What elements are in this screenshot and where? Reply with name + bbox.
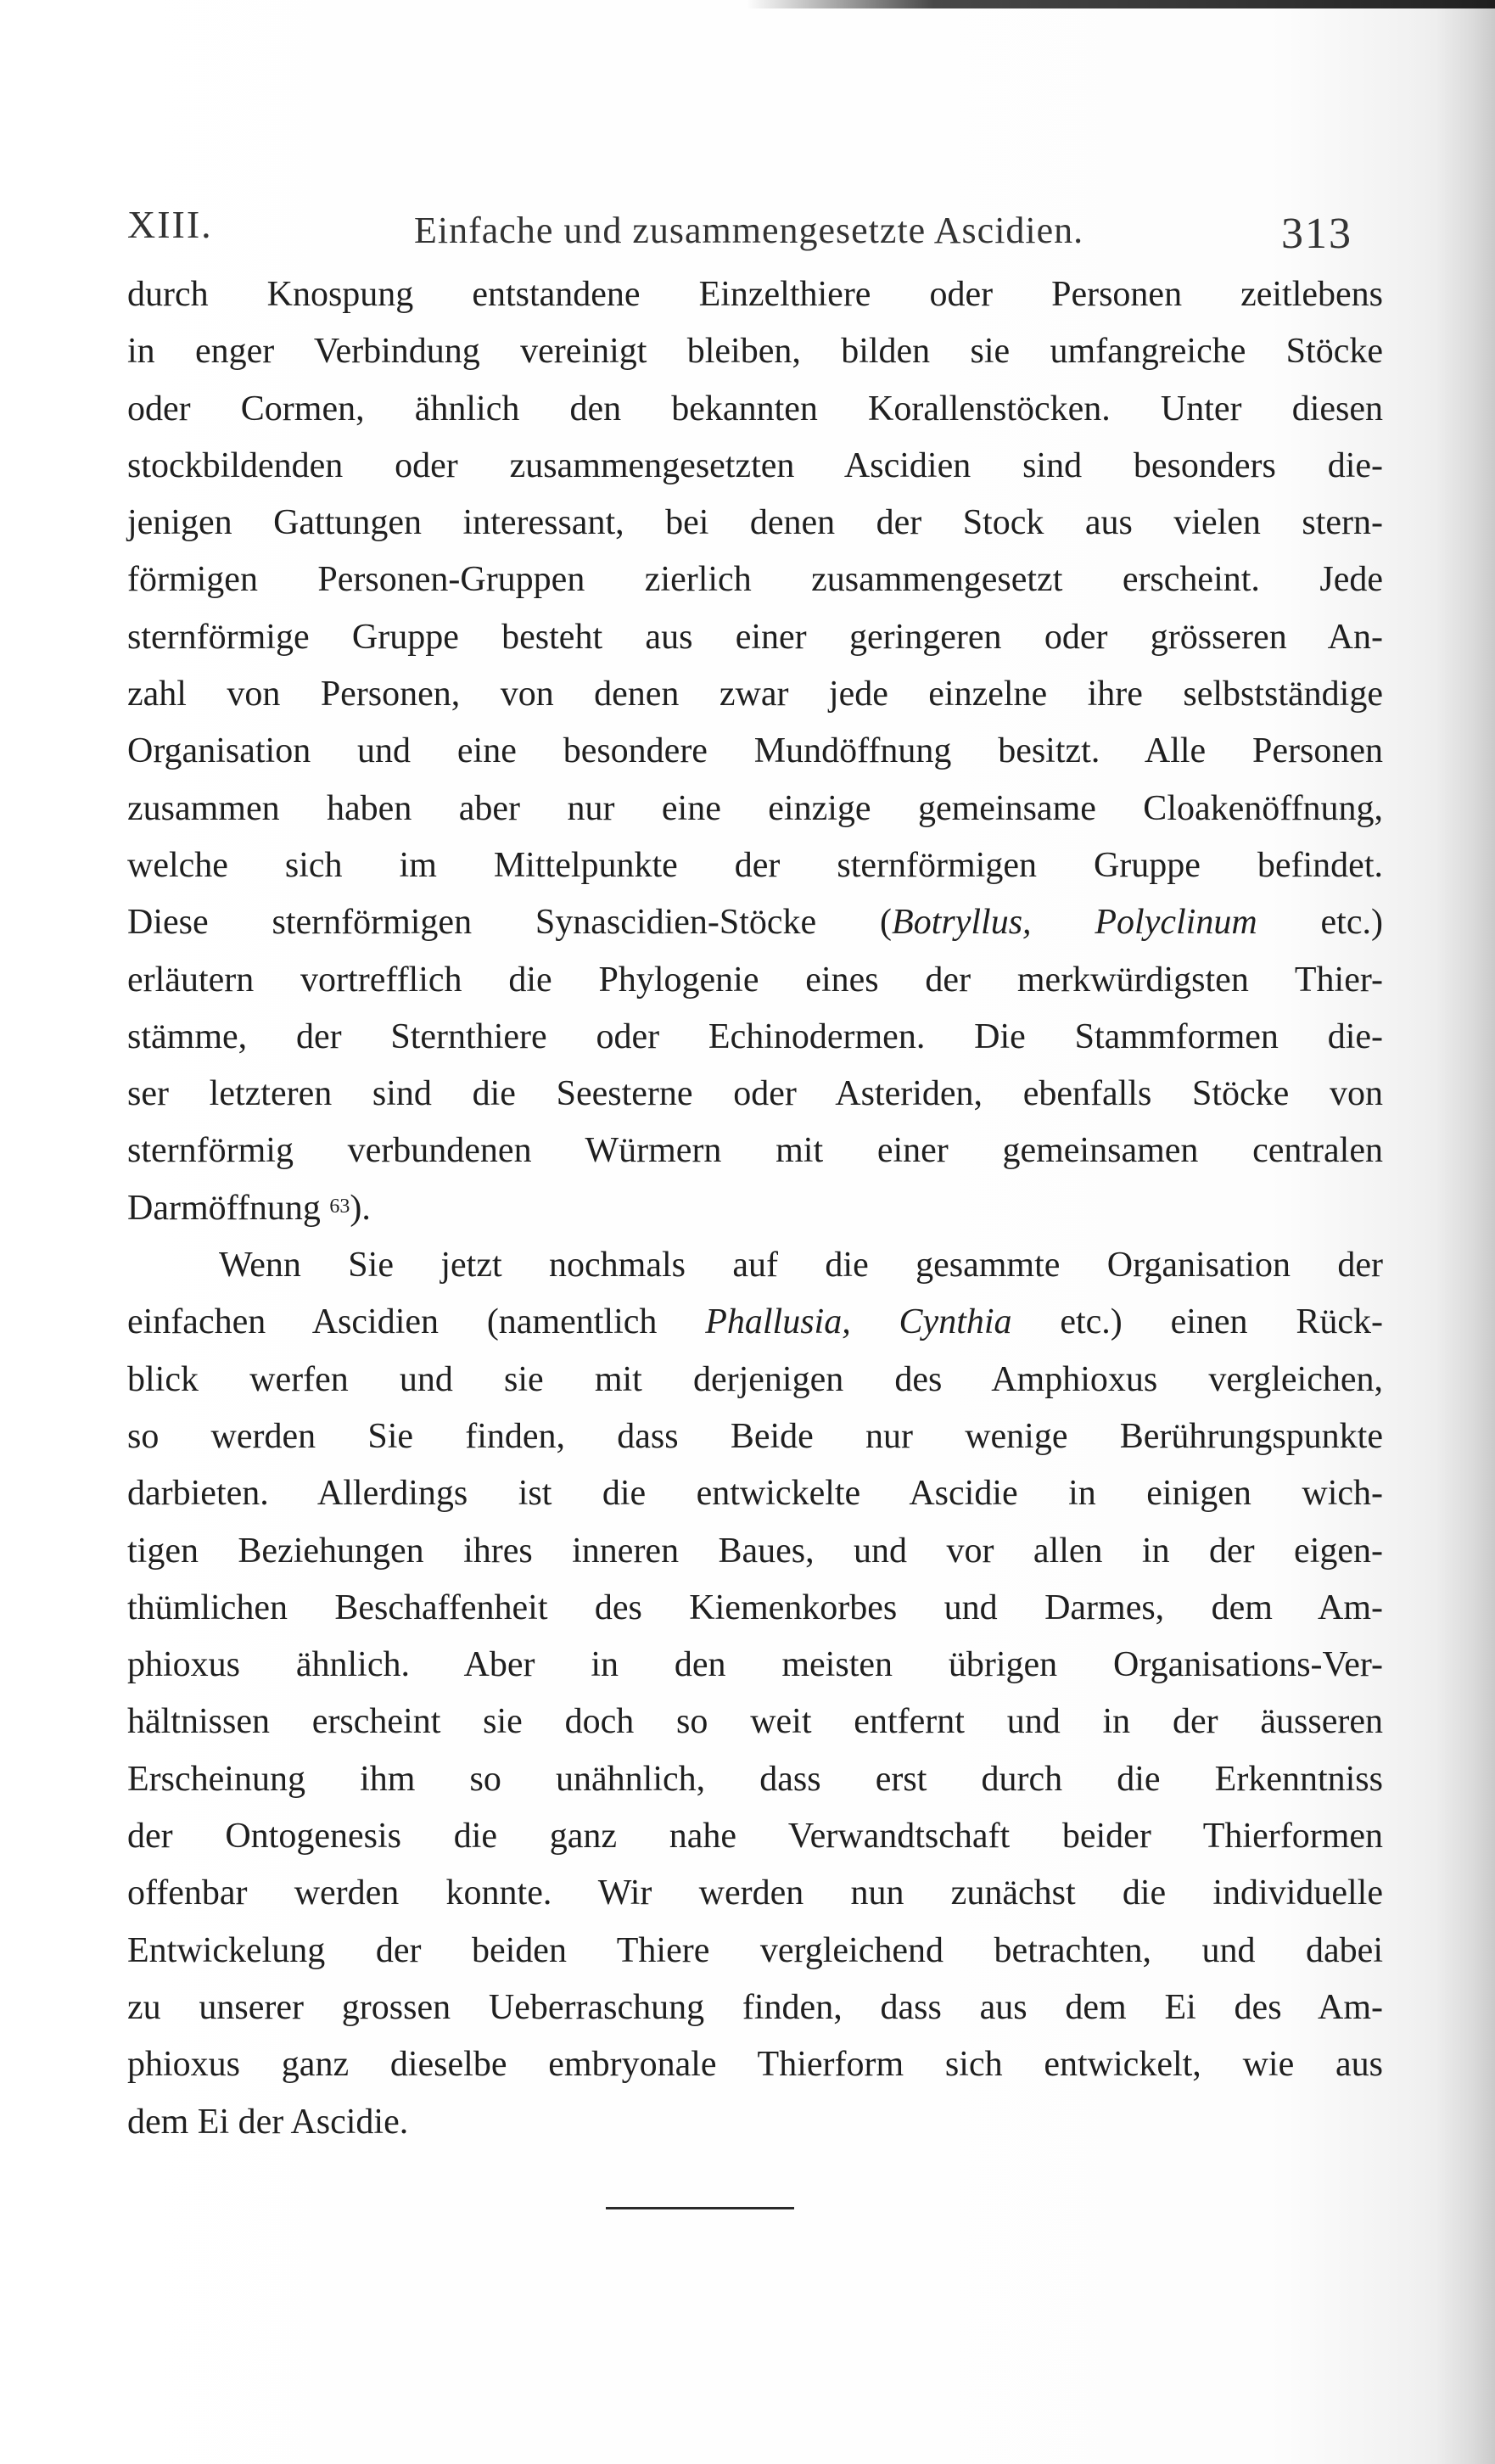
text-line: zu unserer grossen Ueberraschung finden, dass aus dem Ei des Am- bbox=[127, 1987, 1383, 2027]
text-line: Organisation und eine besondere Mundöffnung besitzt. Alle Personen bbox=[127, 731, 1383, 771]
text-line: phioxus ganz dieselbe embryonale Thierform sich entwickelt, wie aus bbox=[127, 2045, 1383, 2085]
text-line: thümlichen Beschaffenheit des Kiemenkorbes und Darmes, dem Am- bbox=[127, 1588, 1383, 1627]
text-line-with-italics bbox=[127, 894, 1383, 951]
text-line: offenbar werden konnte. Wir werden nun zunächst die individuelle bbox=[127, 1873, 1383, 1913]
text-line: stämme, der Sternthiere oder Echinodermen. Die Stammformen die- bbox=[127, 1016, 1383, 1056]
text-line-last bbox=[127, 1180, 1383, 1237]
text-line: tigen Beziehungen ihres inneren Baues, und vor allen in der eigen- bbox=[127, 1531, 1383, 1571]
text-line: welche sich im Mittelpunkte der sternförmigen Gruppe befindet. bbox=[127, 845, 1383, 885]
text-line: darbieten. Allerdings ist die entwickelte Ascidie in einigen wich- bbox=[127, 1474, 1383, 1514]
running-title: Einfache und zusammengesetzte Ascidien. bbox=[414, 210, 1084, 251]
text-line: ser letzteren sind die Seesterne oder Asteriden, ebenfalls Stöcke von bbox=[127, 1074, 1383, 1114]
text-line: sternförmig verbundenen Würmern mit einer gemeinsamen centralen bbox=[127, 1131, 1383, 1171]
text-line: oder Cormen, ähnlich den bekannten Korallenstöcken. Unter diesen bbox=[127, 389, 1383, 428]
page-edge-shadow bbox=[1436, 0, 1495, 2464]
text-segment: einfachen Ascidien (namentlich bbox=[127, 1302, 706, 1342]
text-segment: ). bbox=[350, 1188, 371, 1228]
text-line: zusammen haben aber nur eine einzige gemeinsame Cloakenöffnung, bbox=[127, 788, 1383, 828]
text-segment: etc.) bbox=[1257, 903, 1383, 943]
text-line: der Ontogenesis die ganz nahe Verwandtschaft beider Thierformen bbox=[127, 1817, 1383, 1856]
section-end-rule bbox=[606, 2207, 794, 2209]
text-line: förmigen Personen-Gruppen zierlich zusammengesetzt erscheint. Jede bbox=[127, 560, 1383, 600]
text-line-indented: Wenn Sie jetzt nochmals auf die gesammte Organisation der bbox=[219, 1246, 1383, 1285]
footnote-reference: 63 bbox=[329, 1195, 350, 1218]
body-text bbox=[127, 266, 1383, 2151]
text-line: zahl von Personen, von denen zwar jede einzelne ihre selbstständige bbox=[127, 675, 1383, 714]
text-line: hältnissen erscheint sie doch so weit entfernt und in der äusseren bbox=[127, 1702, 1383, 1742]
text-line: phioxus ähnlich. Aber in den meisten übrigen Organisations-Ver- bbox=[127, 1645, 1383, 1685]
chapter-number: XIII. bbox=[127, 203, 213, 246]
text-line: Entwickelung der beiden Thiere vergleichend betrachten, und dabei bbox=[127, 1930, 1383, 1970]
text-line: in enger Verbindung vereinigt bleiben, bilden sie umfangreiche Stöcke bbox=[127, 332, 1383, 372]
text-line-with-italics bbox=[127, 1294, 1383, 1351]
text-line: blick werfen und sie mit derjenigen des Amphioxus vergleichen, bbox=[127, 1359, 1383, 1399]
text-line: erläutern vortrefflich die Phylogenie eines der merkwürdigsten Thier- bbox=[127, 960, 1383, 1000]
text-line-last: dem Ei der Ascidie. bbox=[127, 2102, 409, 2142]
text-segment: etc.) einen Rück- bbox=[1011, 1302, 1383, 1342]
running-header bbox=[127, 202, 1383, 261]
text-line: durch Knospung entstandene Einzelthiere oder Personen zeitlebens bbox=[127, 275, 1383, 314]
text-segment: Diese sternförmigen Synascidien-Stöcke ( bbox=[127, 903, 893, 943]
page-number: 313 bbox=[1281, 210, 1352, 258]
text-line: Erscheinung ihm so unähnlich, dass erst durch die Erkenntniss bbox=[127, 1759, 1383, 1799]
text-line: stockbildenden oder zusammengesetzten Ascidien sind besonders die- bbox=[127, 445, 1383, 485]
text-segment: Darmöffnung bbox=[127, 1188, 330, 1228]
top-edge-rule bbox=[747, 0, 1495, 8]
italic-genus-names: Phallusia, Cynthia bbox=[705, 1302, 1012, 1342]
text-line: jenigen Gattungen interessant, bei denen der Stock aus vielen stern- bbox=[127, 503, 1383, 543]
text-line: so werden Sie finden, dass Beide nur wenige Berührungspunkte bbox=[127, 1416, 1383, 1456]
italic-genus-names: Botryllus, Polyclinum bbox=[892, 903, 1257, 943]
text-line: sternförmige Gruppe besteht aus einer geringeren oder grösseren An- bbox=[127, 617, 1383, 657]
